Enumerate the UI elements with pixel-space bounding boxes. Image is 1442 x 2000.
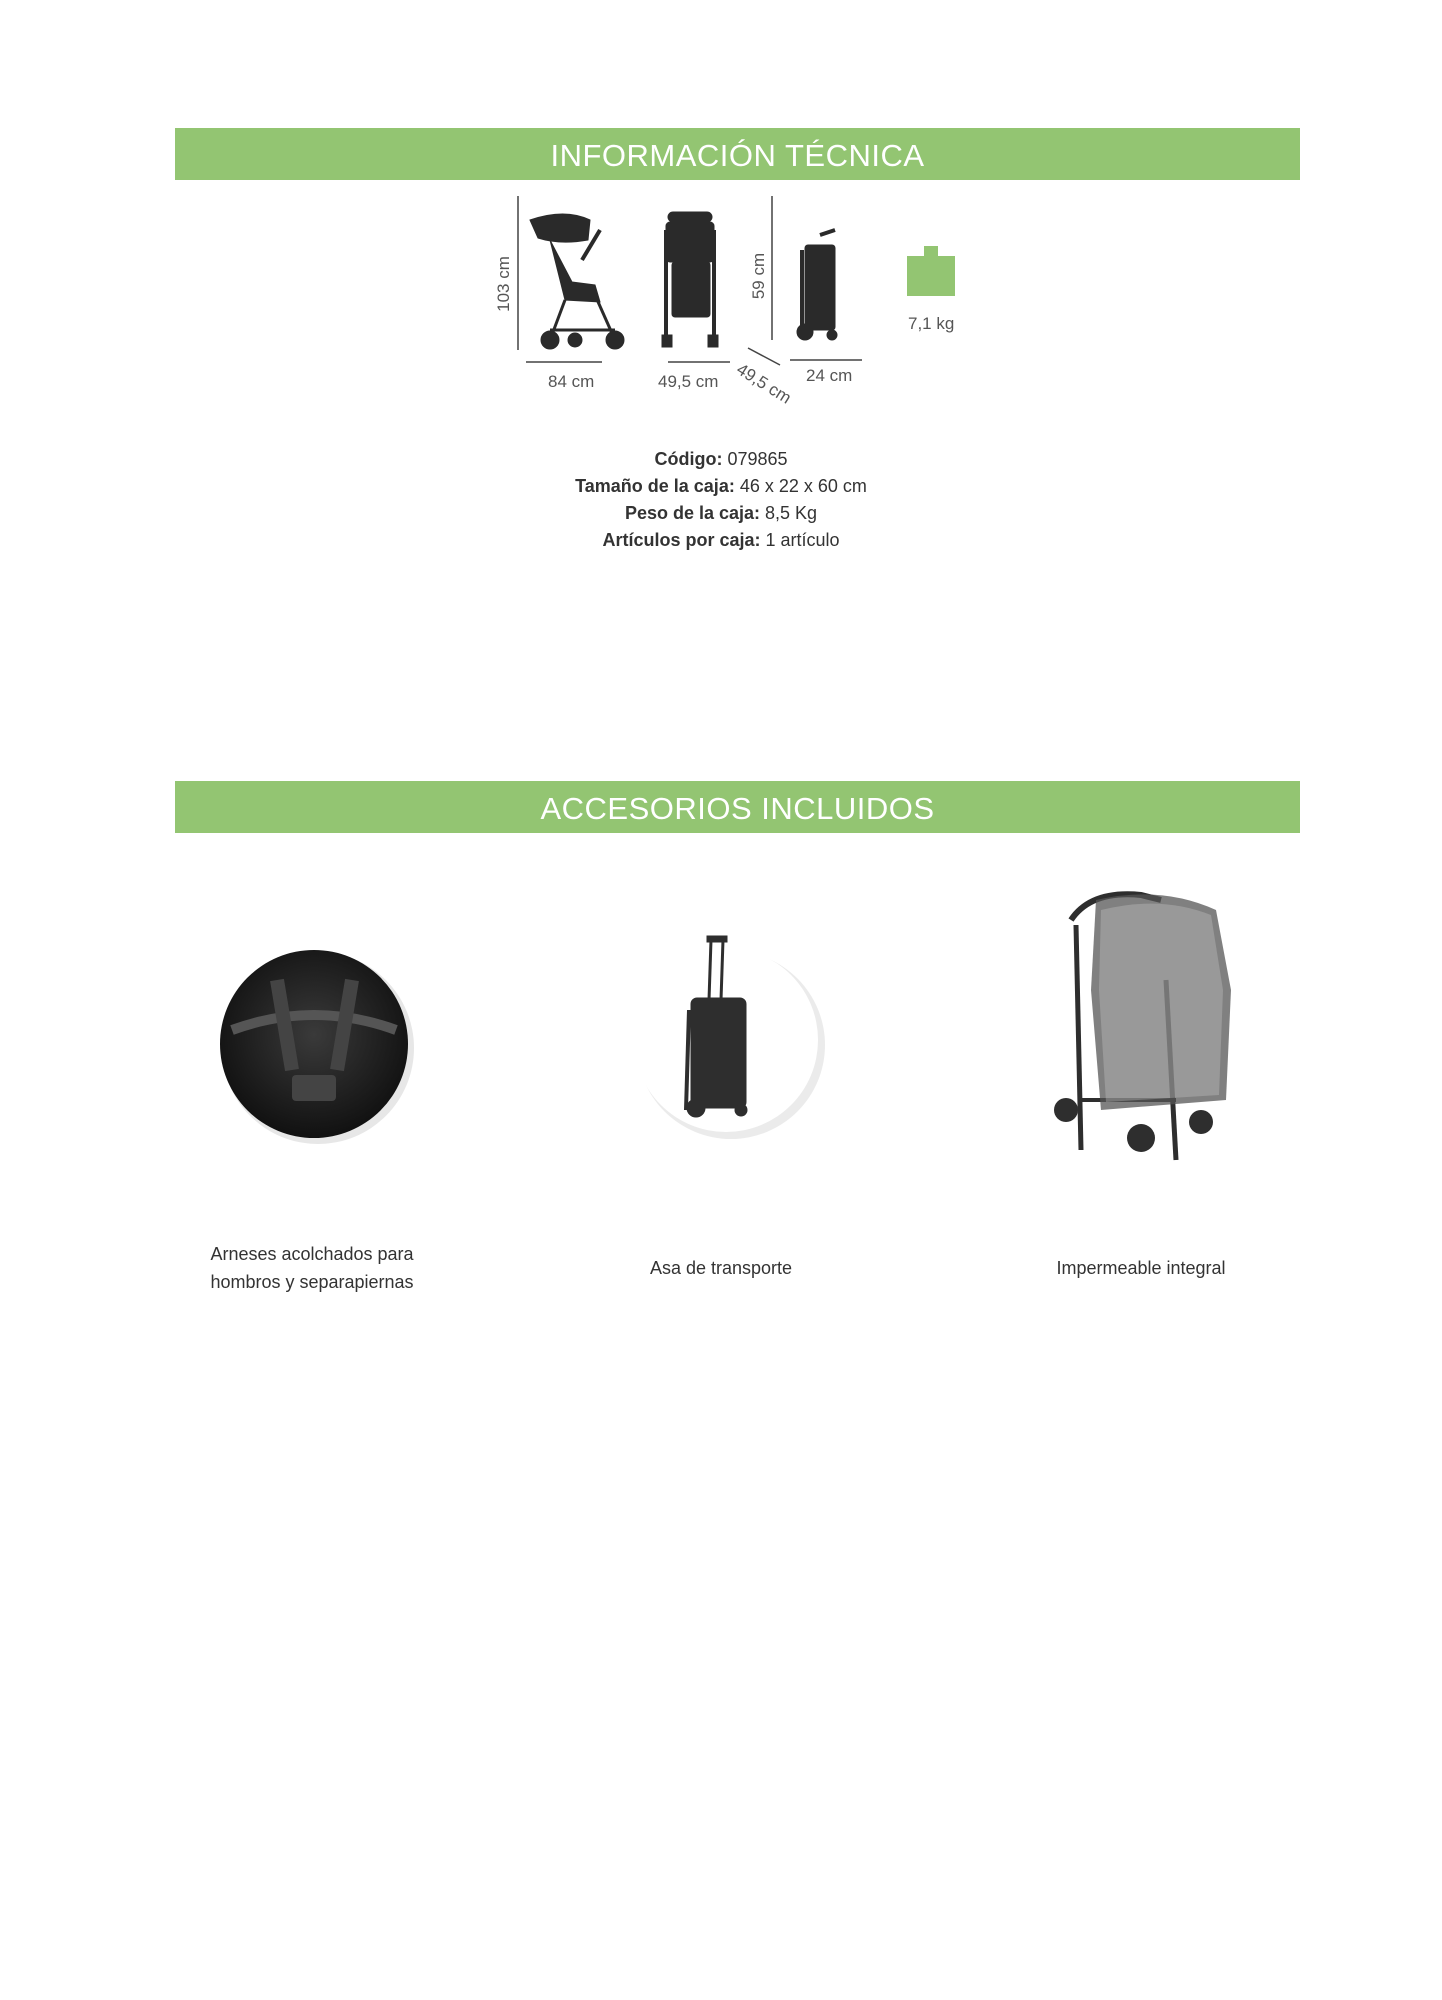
raincover-photo-icon	[961, 870, 1321, 1210]
accessory-caption: Impermeable integral	[1056, 1258, 1226, 1278]
accessory-caption: Arneses acolchados para hombros y separapiernas	[210, 1244, 414, 1292]
harness-photo-icon	[132, 870, 492, 1210]
accessory-harness	[132, 870, 492, 1310]
accessory-carry-handle	[541, 870, 901, 1310]
section-title-technical: INFORMACIÓN TÉCNICA	[175, 128, 1300, 180]
spec-row: Código: 079865	[654, 449, 788, 469]
section-title-accessories: ACCESORIOS INCLUIDOS	[175, 781, 1300, 833]
spec-row: Artículos por caja: 1 artículo	[602, 530, 840, 550]
spec-row: Tamaño de la caja: 46 x 22 x 60 cm	[575, 476, 867, 496]
carry-handle-photo-icon	[541, 870, 901, 1210]
depth-folded-label: 24 cm	[806, 366, 853, 385]
spec-row: Peso de la caja: 8,5 Kg	[624, 503, 818, 523]
width-open-label: 49,5 cm	[658, 372, 719, 391]
weight-label: 7,1 kg	[908, 314, 955, 333]
height-folded-label: 59 cm	[749, 252, 769, 300]
accessory-caption: Asa de transporte	[649, 1258, 793, 1278]
accessory-raincover	[961, 870, 1321, 1310]
width-folded-label: 49,5 cm	[733, 359, 795, 408]
length-open-label: 84 cm	[548, 372, 595, 391]
height-open-label: 103 cm	[493, 256, 513, 312]
product-specs	[0, 446, 1442, 554]
dimensions-diagram	[490, 190, 970, 410]
